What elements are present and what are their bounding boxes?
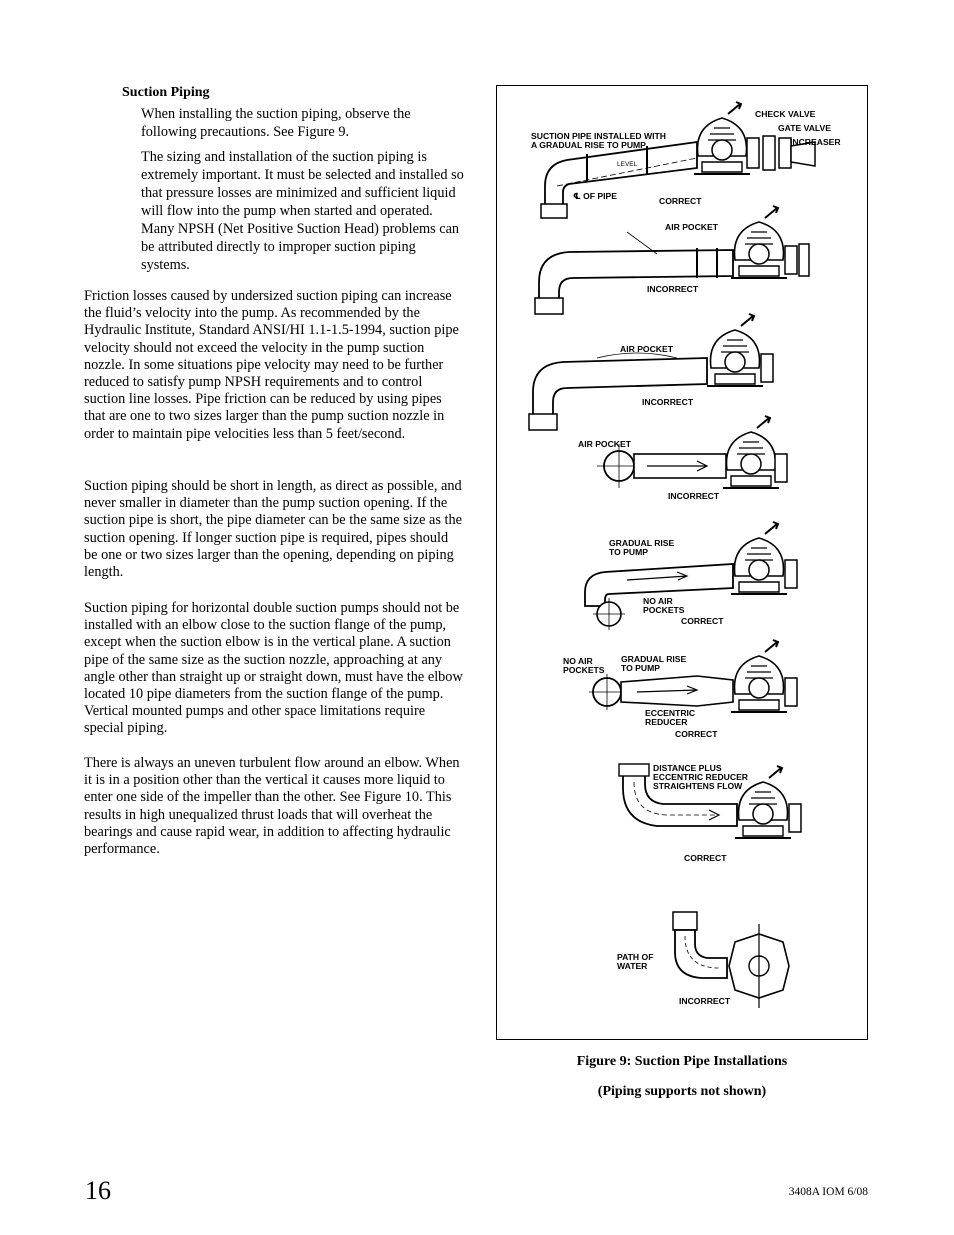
diagram-1-correct — [531, 102, 841, 218]
figure-suction-pipe-installations — [496, 85, 868, 1040]
d7-distance-label-2: ECCENTRIC REDUCER — [653, 772, 749, 782]
paragraph-short-piping: Suction piping should be short in length, as direct as possible, and never smaller in diameter than the pump suction opening. If the suction pipe is short, the pipe diameter can be the same size as the suction opening. If longer suction pipe is required, pipes should be one or two sizes larger than the opening, depending on piping length. — [84, 478, 462, 581]
d7-distance-label-1: DISTANCE PLUS — [653, 763, 722, 773]
document-code: 3408A IOM 6/08 — [788, 1186, 868, 1198]
diagram-5-correct — [585, 522, 797, 630]
d4-air-pocket-label: AIR POCKET — [578, 439, 631, 449]
diagram-8-incorrect — [617, 912, 789, 1008]
d1-level-label: LEVEL — [617, 161, 638, 168]
d6-status: CORRECT — [675, 729, 718, 739]
diagram-2-incorrect — [535, 206, 809, 314]
page-number: 16 — [85, 1176, 111, 1205]
intro-paragraph-2: The sizing and installation of the suction piping is extremely important. It must be selected and installed so that pressure losses are minimized and sufficient liquid will flow into the pump when started and operated. Many NPSH (Net Positive Suction Head) problems can be attributed directly to improper suction piping systems. — [141, 149, 464, 273]
d7-status: CORRECT — [684, 853, 727, 863]
d3-air-pocket-label: AIR POCKET — [620, 344, 673, 354]
paragraph-turbulent-flow: There is always an uneven turbulent flow around an elbow. When it is in a position other than the vertical it causes more liquid to enter one side of the impeller than the other. See Figure 10. This results in high unequalized thrust loads that will overheat the bearings and cause rapid wear, in addition to affecting hydraulic performance. — [84, 755, 460, 858]
d1-increaser-label: INCREASER — [790, 137, 841, 147]
figure-diagrams — [497, 86, 869, 1041]
d8-path-label-1: PATH OF — [617, 952, 654, 962]
d2-status: INCORRECT — [647, 284, 699, 294]
d7-distance-label-3: STRAIGHTENS FLOW — [653, 781, 743, 791]
figure-note: (Piping supports not shown) — [597, 1084, 767, 1099]
d6-eccentric-label-2: REDUCER — [645, 717, 688, 727]
d3-status: INCORRECT — [642, 397, 694, 407]
d8-status: INCORRECT — [679, 996, 731, 1006]
d6-rise-label-1: GRADUAL RISE — [621, 654, 687, 664]
intro-paragraph-1: When installing the suction piping, observe the following precautions. See Figure 9. — [141, 106, 411, 140]
diagram-7-correct — [619, 763, 801, 863]
d1-pipe-label-1: SUCTION PIPE INSTALLED WITH — [531, 131, 666, 141]
d1-pipe-label-2: A GRADUAL RISE TO PUMP — [531, 140, 646, 150]
d4-status: INCORRECT — [668, 491, 720, 501]
d6-eccentric-label-1: ECCENTRIC — [645, 708, 696, 718]
d5-rise-label-1: GRADUAL RISE — [609, 538, 675, 548]
d5-rise-label-2: TO PUMP — [609, 547, 648, 557]
d5-status: CORRECT — [681, 616, 724, 626]
d1-status: CORRECT — [659, 196, 702, 206]
d2-air-pocket-label: AIR POCKET — [665, 222, 718, 232]
d6-no-air-label-2: POCKETS — [563, 665, 605, 675]
d5-no-air-label-1: NO AIR — [643, 596, 673, 606]
section-heading: Suction Piping — [122, 85, 210, 100]
paragraph-horizontal-pumps: Suction piping for horizontal double suction pumps should not be installed with an elbow close to the suction flange of the pump, except when the suction elbow is in the vertical plane. A suction pipe of the same size as the suction nozzle, approaching at any angle other than straight up or straight down, must have the elbow located 10 pipe diameters from the suction flange of the pump. Vertical mounted pumps and other space limitations require special piping. — [84, 600, 463, 737]
figure-caption: Figure 9: Suction Pipe Installations — [576, 1054, 788, 1069]
d1-check-valve-label: CHECK VALVE — [755, 109, 816, 119]
paragraph-friction-losses: Friction losses caused by undersized suction piping can increase the fluid’s velocity into the pump. As recommended by the Hydraulic Institute, Standard ANSI/HI 1.1-1.5-1994, suction pipe velocity should not exceed the velocity in the pump suction nozzle. In some situations pipe velocity may need to be further reduced to satisfy pump NPSH requirements and to control suction line losses. Pipe friction can be reduced by using pipes that are one to two sizes larger than the pump suction nozzle in order to maintain pipe velocities less than 5 feet/second. — [84, 288, 459, 442]
diagram-4-incorrect — [578, 416, 787, 501]
d8-path-label-2: WATER — [617, 961, 648, 971]
d6-rise-label-2: TO PUMP — [621, 663, 660, 673]
diagram-3-incorrect — [529, 314, 773, 430]
d6-no-air-label-1: NO AIR — [563, 656, 593, 666]
d5-no-air-label-2: POCKETS — [643, 605, 685, 615]
diagram-6-correct — [563, 640, 797, 739]
d1-centerline-label: ℄ OF PIPE — [573, 191, 617, 201]
d1-gate-valve-label: GATE VALVE — [778, 123, 831, 133]
